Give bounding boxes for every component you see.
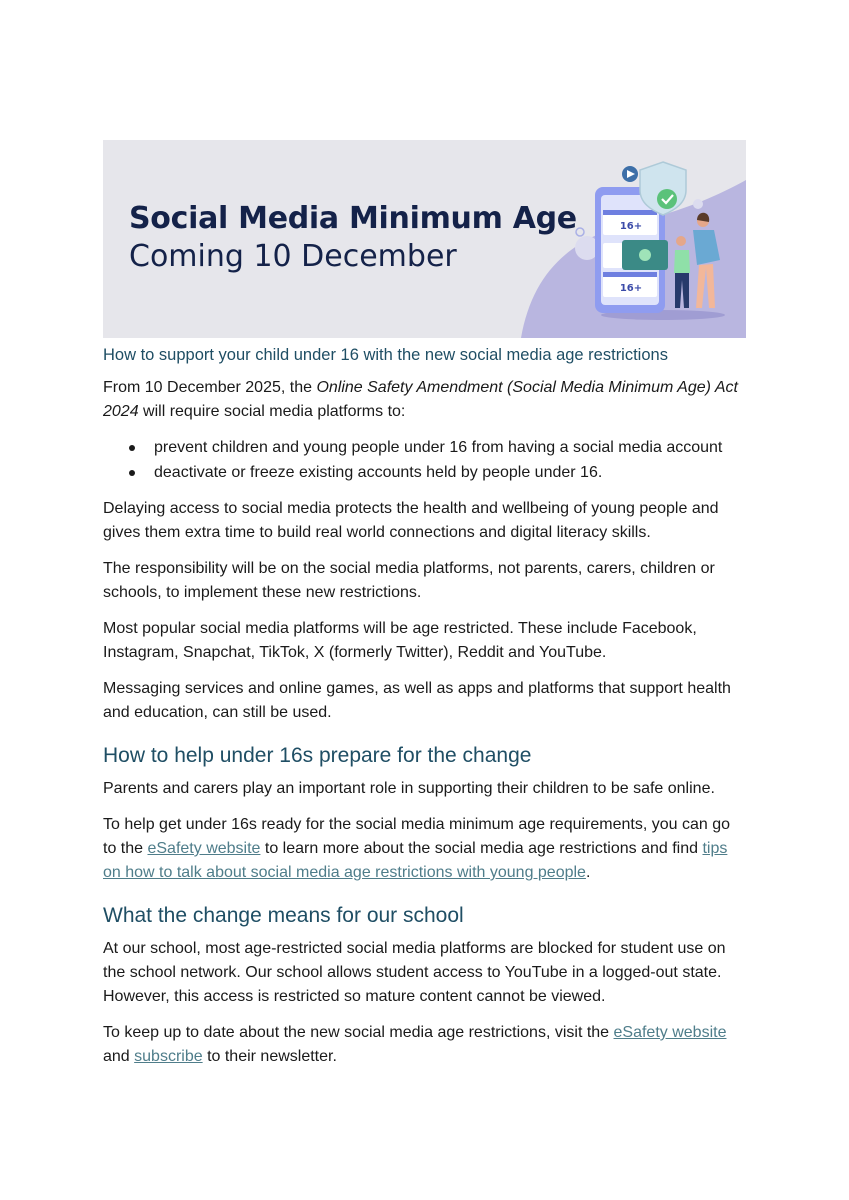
hero-banner xyxy=(103,140,746,338)
bullet-icon xyxy=(129,445,135,451)
banner-subtitle: Coming 10 December xyxy=(129,239,457,274)
subscribe-link[interactable]: subscribe xyxy=(134,1048,203,1065)
page-subheading: How to support your child under 16 with the new social media age restrictions xyxy=(103,346,668,364)
phone-card-1-bar xyxy=(603,210,657,215)
list-item xyxy=(103,435,746,460)
child-head xyxy=(676,236,686,246)
keep-up-text-end: to their newsletter. xyxy=(202,1048,337,1065)
requirements-list xyxy=(103,435,746,485)
keep-up-text-mid: and xyxy=(103,1048,135,1065)
talk-tips-link[interactable]: tips on how to talk about social media age restrictions with young people xyxy=(103,840,728,881)
intro-text-start: From 10 December 2025, the xyxy=(103,379,317,396)
paragraph-exemptions: Messaging services and online games, as well as apps and platforms that support health and education, can still be used. xyxy=(103,680,731,721)
phone-badge-1: 16+ xyxy=(619,221,643,232)
esafety-website-link[interactable]: eSafety website xyxy=(147,840,261,857)
intro-paragraph xyxy=(103,376,746,424)
list-item xyxy=(103,460,746,485)
paragraph-responsibility: The responsibility will be on the social media platforms, not parents, carers, children or schools, to implement these new restrictions. xyxy=(103,560,715,601)
phone-badge-2: 16+ xyxy=(619,283,643,294)
act-name: Online Safety Amendment (Social Media Minimum Age) Act 2024 xyxy=(103,379,738,420)
paragraph-parents-role: Parents and carers play an important role in supporting their children to be safe online. xyxy=(103,780,715,797)
list-item-text: prevent children and young people under 16 from having a social media account xyxy=(154,439,723,456)
document-page xyxy=(103,140,746,1069)
get-ready-text-end: . xyxy=(585,864,591,881)
paragraph-delaying-access: Delaying access to social media protects the health and wellbeing of young people and gives them extra time to build real world connections and digital literacy skills. xyxy=(103,500,719,541)
phone-card-3-bar xyxy=(603,272,657,277)
paragraph-get-ready xyxy=(103,813,746,885)
intro-text-end: will require social media platforms to: xyxy=(138,403,406,420)
banner-text xyxy=(129,200,577,276)
play-dot xyxy=(639,249,651,261)
list-item-text: deactivate or freeze existing accounts held by people under 16. xyxy=(154,464,603,481)
child-body xyxy=(674,250,690,273)
bullet-icon xyxy=(129,470,135,476)
heading-help-prepare: How to help under 16s prepare for the change xyxy=(103,744,532,767)
paragraph-school-network: At our school, most age-restricted social media platforms are blocked for student use on the school network. Our school allows student access to YouTube in a logged-out state. However, this access is restricted so mature content cannot be viewed. xyxy=(103,940,726,1005)
banner-title: Social Media Minimum Age xyxy=(129,201,577,236)
check-icon xyxy=(657,189,677,209)
keep-up-text-start: To keep up to date about the new social media age restrictions, visit the xyxy=(103,1024,614,1041)
get-ready-text-start: To help get under 16s ready for the social media minimum age requirements, you can go to the xyxy=(103,816,731,857)
get-ready-text-mid: to learn more about the social media age restrictions and find xyxy=(260,840,703,857)
decor-ring xyxy=(576,228,584,236)
decor-circle-small xyxy=(693,199,703,209)
heading-school-change: What the change means for our school xyxy=(103,904,464,927)
esafety-website-link-2[interactable]: eSafety website xyxy=(613,1024,727,1041)
paragraph-platforms: Most popular social media platforms will be age restricted. These include Facebook, Instagram, Snapchat, TikTok, X (formerly Twitter), Reddit and YouTube. xyxy=(103,620,697,661)
paragraph-keep-up-to-date xyxy=(103,1021,746,1069)
